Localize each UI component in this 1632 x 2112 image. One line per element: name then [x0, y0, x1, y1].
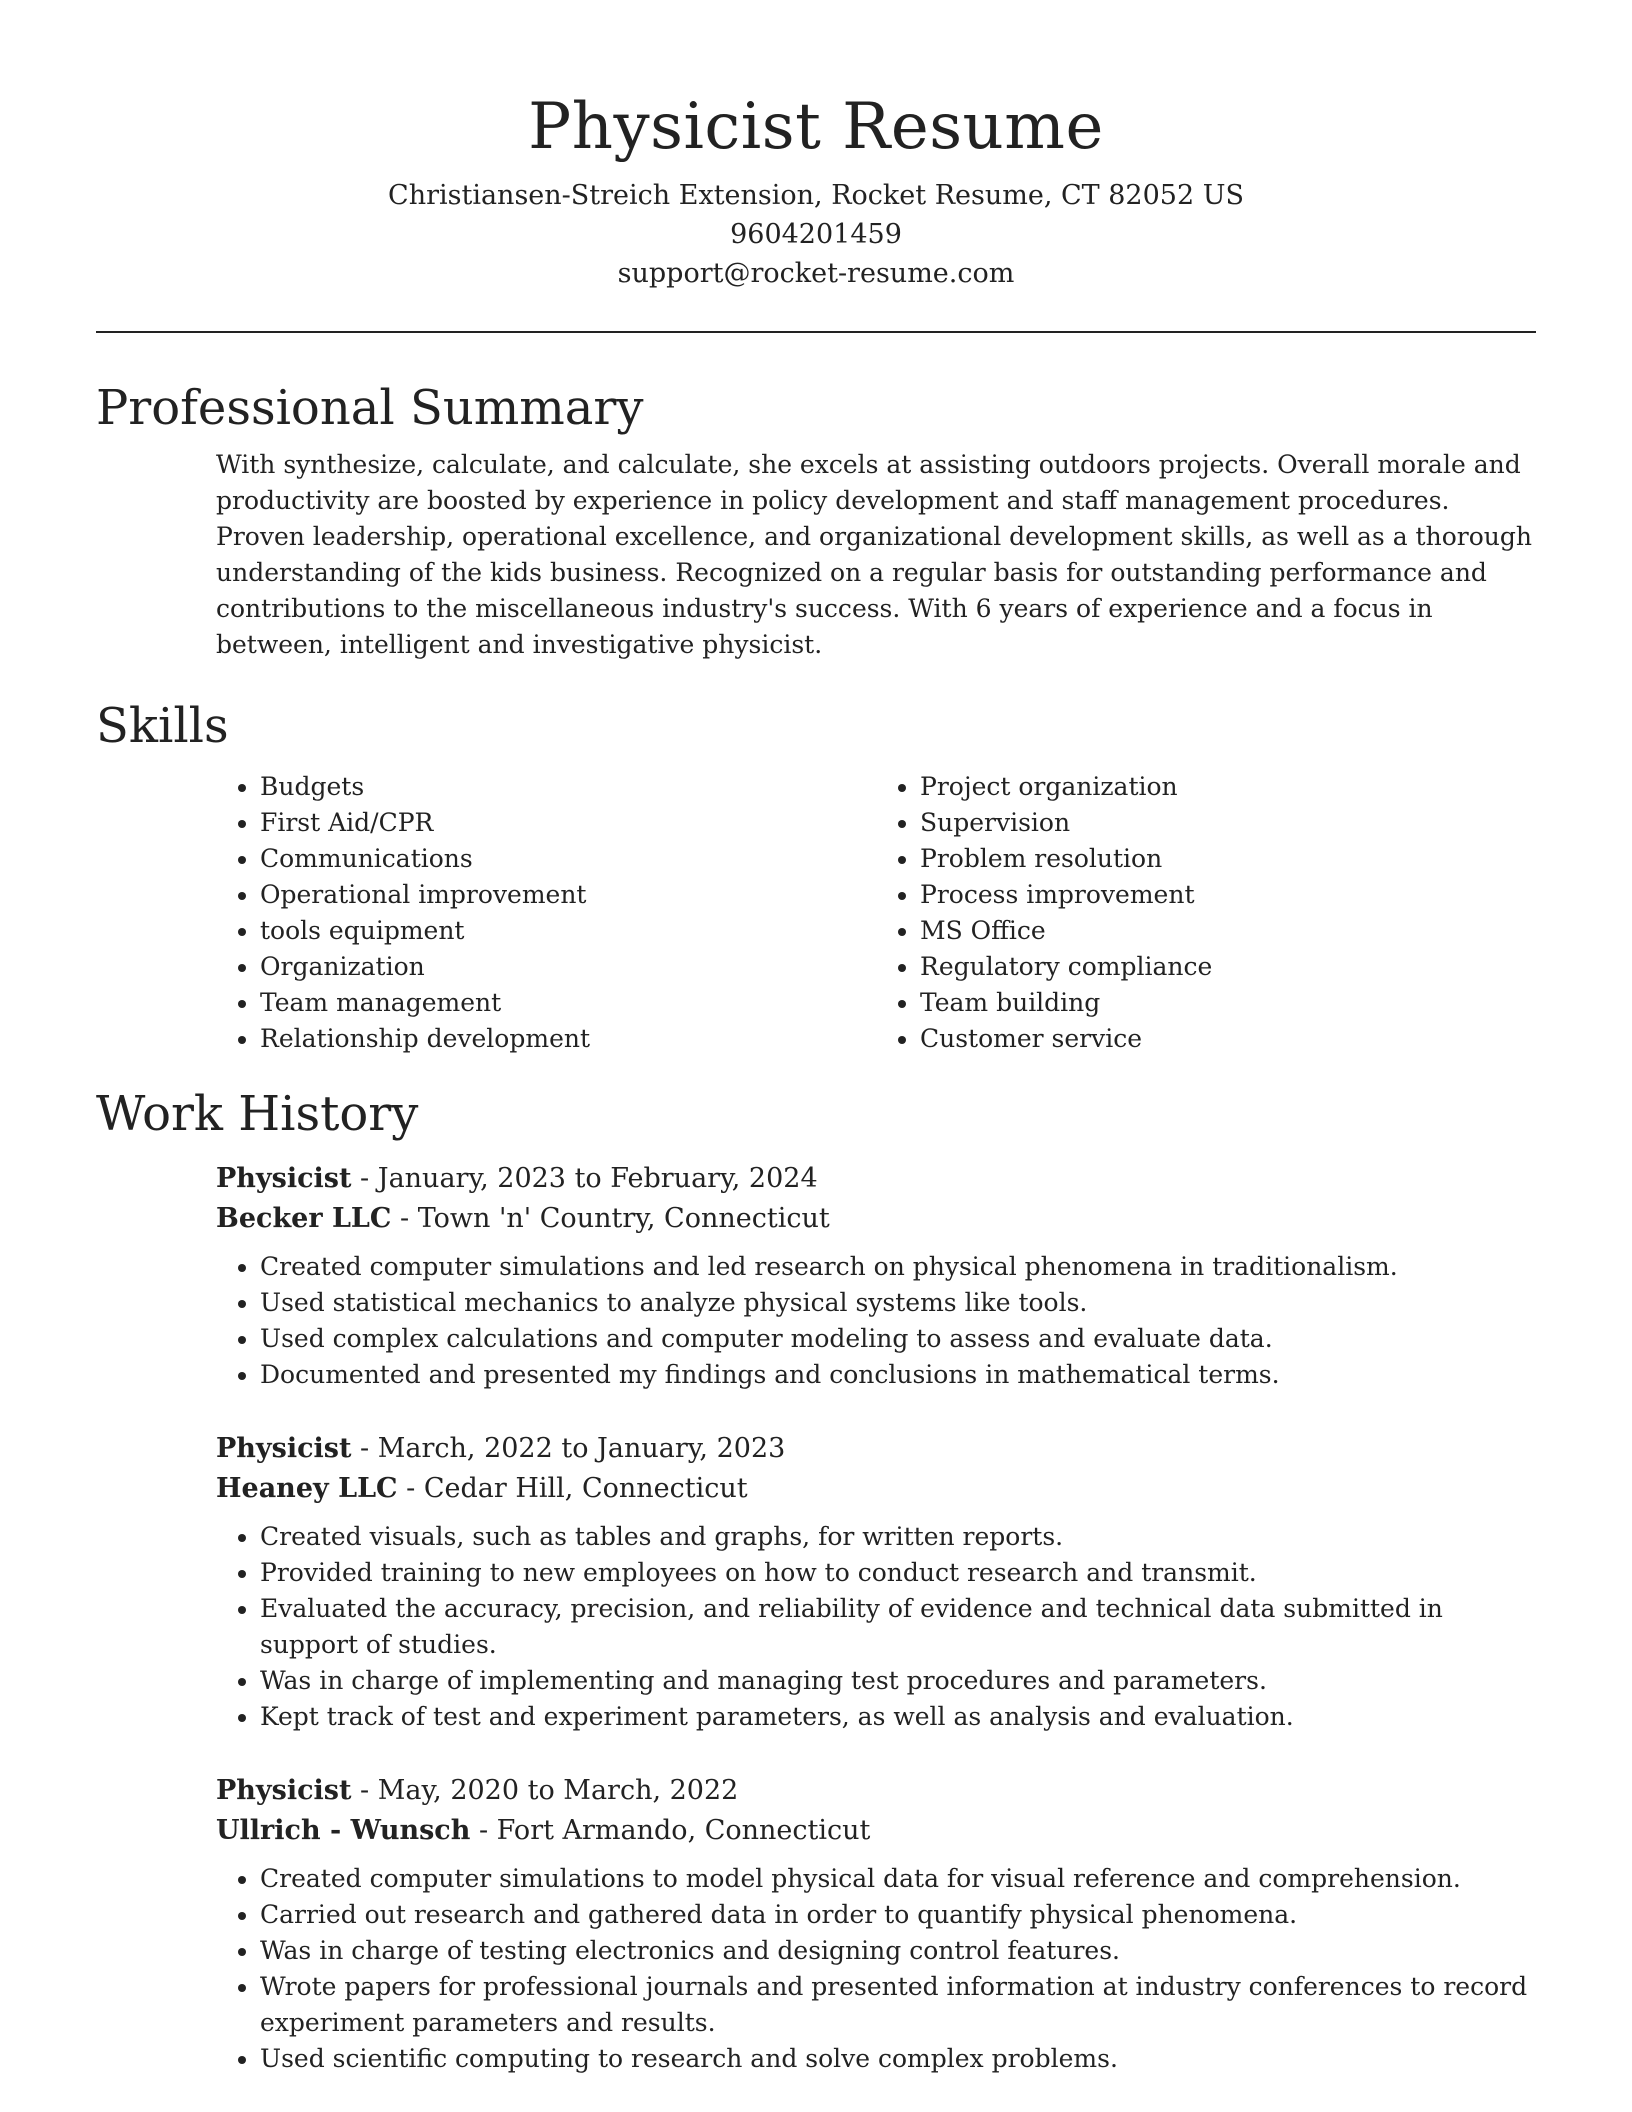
- job-title-line: [216, 1771, 1536, 1811]
- job-entry: [216, 1429, 1536, 1735]
- job-bullet: • Wrote papers for professional journals and presented information at industry conferences to record experiment parameters and results.: [260, 1969, 1536, 2041]
- job-bullet: • Was in charge of implementing and managing test procedures and parameters.: [260, 1663, 1536, 1699]
- summary-text: With synthesize, calculate, and calculate, she excels at assisting outdoors projects. Overall morale and productivity are boosted by experience in policy development and staff management procedures. Proven leadership, operational excellence, and organizational development skills, as well as a thorough understanding of the kids business. Recognized on a regular basis for outstanding performance and contributions to the miscellaneous industry's success. With 6 years of experience and a focus in between, intelligent and investigative physicist.: [216, 450, 1532, 659]
- job-company-line: [216, 1199, 1536, 1239]
- job-bullet: • Created computer simulations to model physical data for visual reference and comprehension.: [260, 1861, 1536, 1897]
- job-role: Physicist: [216, 1163, 352, 1194]
- resume-title: Physicist Resume: [528, 90, 1104, 164]
- skill-item: • MS Office: [920, 913, 1536, 949]
- job-bullet: • Kept track of test and experiment parameters, as well as analysis and evaluation.: [260, 1699, 1536, 1735]
- skill-item: • First Aid/CPR: [260, 805, 876, 841]
- job-bullet: • Provided training to new employees on how to conduct research and transmit.: [260, 1555, 1536, 1591]
- skill-item: • Organization: [260, 949, 876, 985]
- job-bullet: • Documented and presented my findings and conclusions in mathematical terms.: [260, 1357, 1536, 1393]
- skill-item: • Team building: [920, 985, 1536, 1021]
- resume-page: [96, 0, 1536, 2077]
- job-bullet: • Was in charge of testing electronics and designing control features.: [260, 1933, 1536, 1969]
- summary-section: [96, 373, 1536, 663]
- job-bullet: • Created visuals, such as tables and graphs, for written reports.: [260, 1519, 1536, 1555]
- job-location: - Fort Armando, Connecticut: [470, 1815, 871, 1846]
- skill-item: • Process improvement: [920, 877, 1536, 913]
- skills-heading: Skills: [96, 698, 229, 754]
- contact-phone: 9604201459: [730, 219, 902, 250]
- skill-item: • Project organization: [920, 769, 1536, 805]
- job-dates: - March, 2022 to January, 2023: [351, 1433, 786, 1464]
- job-company: Becker LLC: [216, 1203, 392, 1234]
- job-bullet: • Used complex calculations and computer modeling to assess and evaluate data.: [260, 1321, 1536, 1357]
- job-dates: - May, 2020 to March, 2022: [351, 1775, 739, 1806]
- resume-header: [96, 0, 1536, 293]
- job-bullet: • Used scientific computing to research and solve complex problems.: [260, 2041, 1536, 2077]
- job-bullet: • Used statistical mechanics to analyze physical systems like tools.: [260, 1285, 1536, 1321]
- contact-address: Christiansen-Streich Extension, Rocket Resume, CT 82052 US: [388, 180, 1244, 211]
- job-entry: [216, 1771, 1536, 2077]
- skill-item: • Budgets: [260, 769, 876, 805]
- contact-block: [96, 176, 1536, 293]
- job-company-line: [216, 1469, 1536, 1509]
- job-location: - Town 'n' Country, Connecticut: [391, 1203, 830, 1234]
- skill-item: • Customer service: [920, 1021, 1536, 1057]
- skills-columns: [216, 769, 1536, 1057]
- skill-item: • Problem resolution: [920, 841, 1536, 877]
- work-section: [96, 1079, 1536, 2077]
- job-location: - Cedar Hill, Connecticut: [397, 1473, 748, 1504]
- job-entry: [216, 1159, 1536, 1393]
- job-bullet: • Created computer simulations and led research on physical phenomena in traditionalism.: [260, 1249, 1536, 1285]
- skill-item: • Operational improvement: [260, 877, 876, 913]
- skill-item: • tools equipment: [260, 913, 876, 949]
- job-bullet: • Carried out research and gathered data in order to quantify physical phenomena.: [260, 1897, 1536, 1933]
- header-divider: [96, 331, 1536, 333]
- job-title-line: [216, 1159, 1536, 1199]
- contact-email: support@rocket-resume.com: [617, 258, 1015, 289]
- job-company: Heaney LLC: [216, 1473, 398, 1504]
- job-role: Physicist: [216, 1433, 352, 1464]
- skill-item: • Regulatory compliance: [920, 949, 1536, 985]
- skills-left-list: [216, 769, 876, 1057]
- job-bullets: [216, 1249, 1536, 1393]
- job-list: [96, 1159, 1536, 2077]
- skill-item: • Team management: [260, 985, 876, 1021]
- job-title-line: [216, 1429, 1536, 1469]
- skills-section: [96, 691, 1536, 1057]
- job-bullet: • Evaluated the accuracy, precision, and reliability of evidence and technical data submitted in support of studies.: [260, 1591, 1536, 1663]
- skill-item: • Supervision: [920, 805, 1536, 841]
- skills-right-list: [876, 769, 1536, 1057]
- job-bullets: [216, 1519, 1536, 1735]
- job-company-line: [216, 1811, 1536, 1851]
- job-company: Ullrich - Wunsch: [216, 1815, 471, 1846]
- work-heading: Work History: [96, 1086, 419, 1142]
- skill-item: • Relationship development: [260, 1021, 876, 1057]
- job-role: Physicist: [216, 1775, 352, 1806]
- job-dates: - January, 2023 to February, 2024: [351, 1163, 818, 1194]
- job-bullets: [216, 1861, 1536, 2077]
- skill-item: • Communications: [260, 841, 876, 877]
- summary-heading: Professional Summary: [96, 380, 644, 436]
